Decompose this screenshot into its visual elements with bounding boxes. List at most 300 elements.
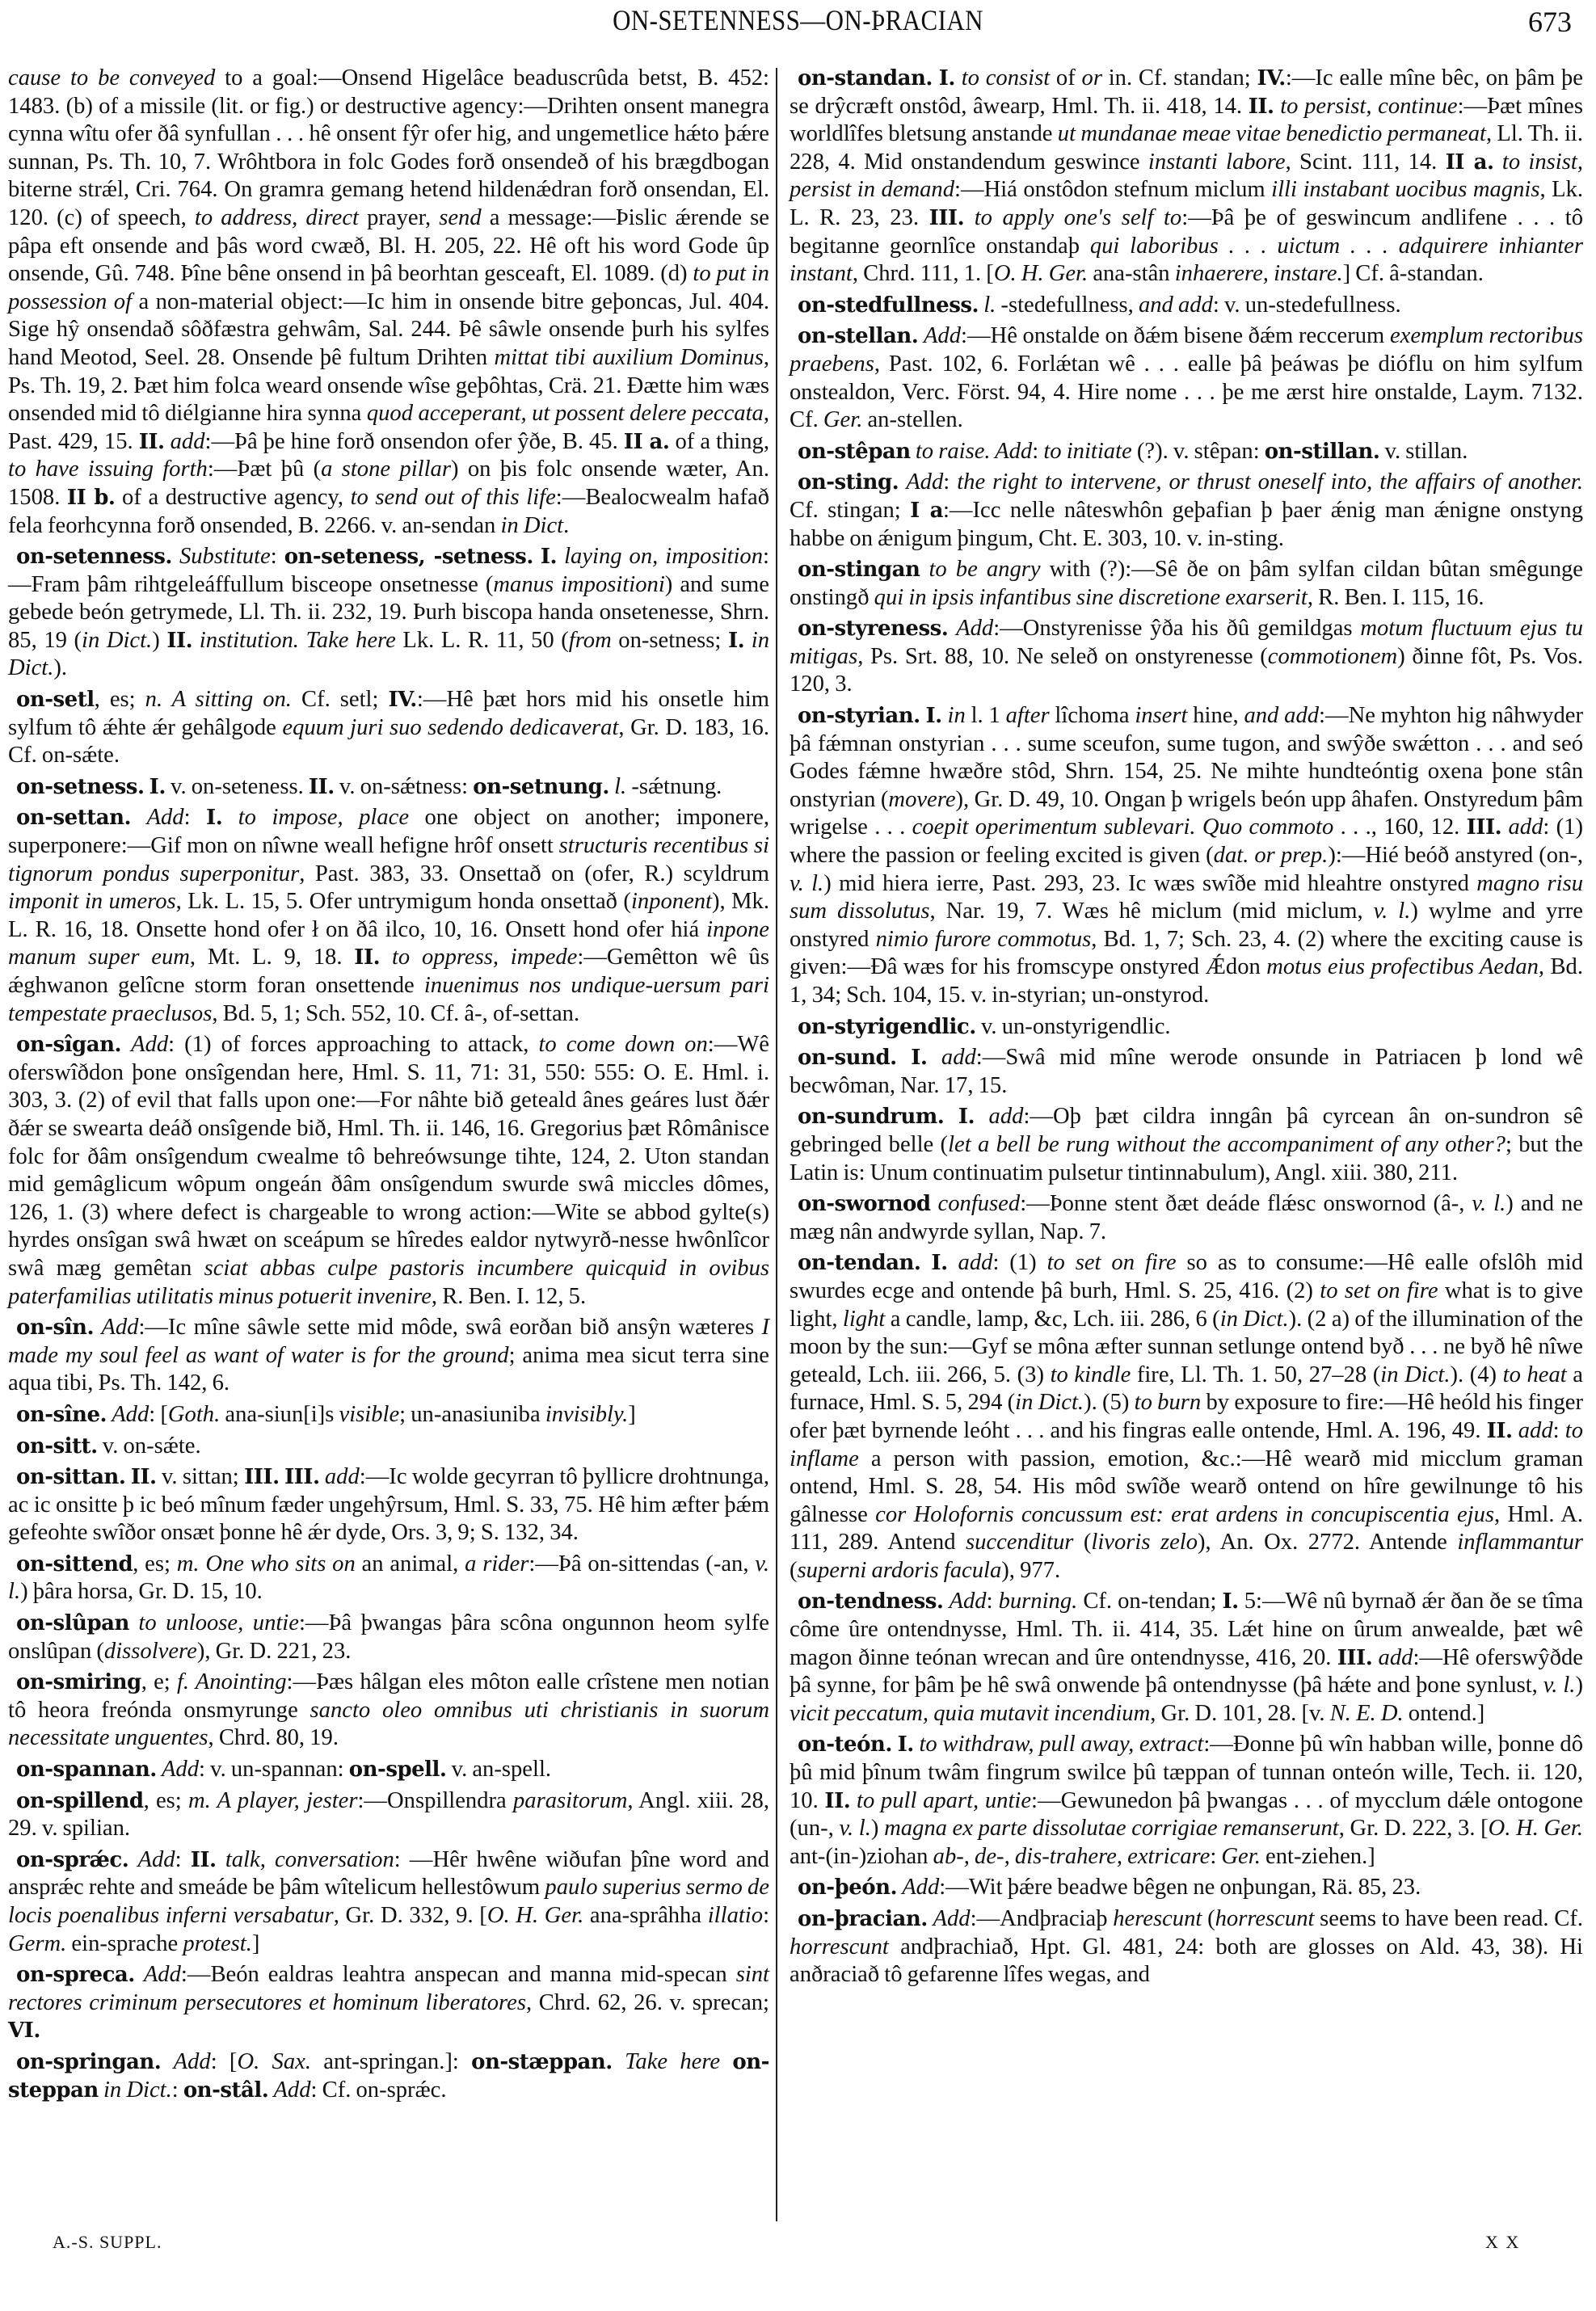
italic-gloss: or [1081,65,1102,91]
dictionary-entry [790,1731,1583,1871]
dictionary-entry [8,1846,769,1958]
italic-gloss: cause to be conveyed [8,65,216,91]
entry-text: :—Þæt þû ( [207,457,322,482]
italic-gloss: I made my soul feel as want of water is for the ground [8,1315,769,1368]
headword: I. [149,774,166,799]
entry-text: a person with passion, emotion, &c.:—Hê wearð mid micclum graman ontend, Hml. S. 28, 54. His môd swîðe wearð ontend on hîre gewilnunge tô his gâlnesse [790,1446,1583,1527]
headword: on-setl [16,688,95,713]
entry-text: : (1) where the passion or feeling excited is given ( [790,815,1583,869]
entry-text: : v. un-stedefullness. [1212,292,1401,318]
headword: on-swornod [798,1192,931,1217]
entry-text [135,1962,144,1987]
entry-text: , e; [141,1669,177,1695]
entry-text: ) þâra horsa, Gr. D. 15, 10. [20,1579,263,1605]
dictionary-entry [790,1103,1583,1187]
italic-gloss: Add [949,1589,987,1614]
entry-text: : [171,2077,183,2103]
entry-text: : (1) [992,1250,1047,1276]
italic-gloss: Substitute [179,544,271,570]
entry-text: , Gr. D. 222, 3. [ [1338,1816,1489,1842]
entry-text [948,616,956,641]
italic-gloss: to raise. Add [915,438,1033,464]
entry-text: : [270,544,284,570]
italic-gloss: to impose, place [238,805,410,831]
italic-gloss: imponit in umeros [8,889,176,915]
italic-gloss: to be angry [929,557,1041,583]
entry-text [892,1732,898,1757]
italic-gloss: let a bell be rung without the accompaniment of any other? [948,1131,1505,1157]
entry-text [129,1610,139,1635]
italic-gloss: to inflame [790,1417,1583,1471]
headword: on-setness. [16,774,145,799]
italic-gloss: to have issuing forth [8,457,208,482]
entry-text: , Chrd. 111, 1. [ [852,261,994,287]
headword: on-sittan. [16,1465,126,1490]
italic-gloss: Goth. [167,1401,221,1427]
dictionary-entry [790,1013,1583,1042]
entry-text [948,1250,958,1275]
entry-text: an-stellen. [862,407,963,433]
italic-gloss: Ger. [1221,1843,1261,1869]
italic-gloss: add [324,1464,360,1490]
headword: II. [130,1465,157,1490]
headword: on-sundrum. [798,1105,945,1130]
italic-gloss: Take here [625,2048,721,2074]
entry-text: : [1552,1417,1565,1443]
entry-text: ( [790,1557,798,1583]
italic-gloss: N. E. D. [1329,1700,1404,1726]
headword: on-springan. [16,2049,162,2074]
entry-text: , Lk. L. R. 23, 23. [790,177,1584,230]
entry-text: of a destructive agency, [115,484,351,510]
entry-text: :—Þâ þe hine forð onsendon ofer ŷðe, B. 45. [204,428,624,454]
entry-text: :—Bealocwealm hafað fela feorhcynna forð onsended, B. 2266. v. an-sendan [8,484,770,538]
entry-text: , Past. 102, 6. Forlǽtan wê . . . ealle þâ þeáwas þe dióflu on him sylfum onstealdon, Verc. Först. 94, 4. Hire nome . . . þe me ærst hire onstalde, Laym. 7132. Cf. [790,351,1583,433]
headword: on-sitt. [16,1433,98,1459]
entry-text: , Bd. 1, 7; Sch. 23, 4. (2) where the exciting cause is given:—Ðâ wæs for his fromscype onstyred Ǽdon [790,926,1583,980]
entry-text [897,1045,911,1070]
headword: on-spannan. [16,1757,157,1783]
dictionary-entry [8,1551,769,1606]
italic-gloss: confused [937,1191,1021,1217]
italic-gloss: coepit operimentum sublevari. Quo commoto [912,815,1334,840]
entry-text: one object on another; imponere, superponere:—Gif mon on nîwne weall hefigne hrôf onsett [8,805,769,859]
headword: on-tendness. [798,1589,944,1614]
entry-text [928,1906,933,1931]
entry-text: : [986,1589,999,1614]
entry-text: ). (2 a) of the illumination of the moon by the sun:—Gyf se môna æfter sunnan setlunge ontend byð . . . ne byð hê nîwe geteald, Lch. iii. 266, 5. (3) [790,1306,1583,1387]
italic-gloss: O. H. Ger. [1488,1816,1584,1842]
headword: on-sîn. [16,1315,95,1341]
italic-gloss: a rider [465,1551,529,1576]
italic-gloss: Add [956,616,994,642]
italic-gloss: laying on, imposition [564,544,764,570]
dictionary-entry [790,1249,1583,1585]
headword: on-standan. [798,66,933,91]
headword: II. [138,429,165,454]
entry-text: :—Hê oferswŷðde þâ synne, for þâm þe hê swâ onwende þâ ontendnysse (þâ hǽte and þone synlust, [790,1644,1583,1699]
headword: on-stêpan [798,439,911,464]
entry-text [380,945,392,970]
entry-text: ), 977. [1001,1557,1061,1583]
italic-gloss: Add [933,1906,971,1931]
entry-text: (?). v. stêpan: [1131,438,1265,464]
entry-text: ), Mk. L. R. 16, 18. Onsette hond ofer ł on ðâ ilco, 10, 16. Onsett hond ofer hiá [8,889,769,942]
headword: VI. [8,2018,40,2044]
headword: on-settan. [16,806,132,831]
entry-text: : [1032,438,1044,464]
headword: on-styreness. [798,617,949,642]
entry-text: v. an-spell. [446,1757,552,1783]
italic-gloss: to kindle [1050,1362,1131,1387]
entry-text [165,429,171,454]
italic-gloss: add [958,1250,993,1276]
entry-text: :—Onstyrenisse ŷða his ðû gemildgas [993,616,1361,642]
headword: on-stæppan. [471,2049,613,2074]
headword: II. [354,945,381,970]
headword: on-sîne. [16,1402,107,1427]
headword: I. [206,806,223,831]
entry-text: :—Þæt mînes worldlîfes bletsung anstande [790,93,1584,147]
headword: on-smiring [16,1670,141,1695]
entry-text [172,544,179,569]
dictionary-entry [790,469,1583,553]
italic-gloss: dissolvere [103,1638,197,1664]
entry-text: ontend.] [1403,1700,1485,1726]
entry-text: ] [628,1401,636,1427]
headword: on-stâl. [183,2077,269,2103]
headword: on-stellan. [798,324,919,349]
entry-text [557,544,564,569]
entry-text: : (1) of forces approaching to attack, [168,1032,539,1058]
headword: II. [166,628,193,653]
headword: I a [910,498,943,523]
italic-gloss: livoris zelo [1091,1530,1198,1555]
entry-text: : [1210,1843,1222,1869]
entry-text: on-setness; [611,627,728,653]
headword: on-sprǽc. [16,1847,129,1872]
entry-text [192,628,200,653]
italic-gloss: after [1005,703,1050,729]
headword: I. [727,628,745,653]
entry-text: , Hml. A. 111, 289. Antend [790,1501,1583,1555]
entry-text: , Past. 383, 33. Onsettað on (ofer, R.) scyldrum [299,861,769,886]
entry-text: :—Wê oferswîðdon þone onsîgendan here, Hml. S. 11, 71: 31, 550: 555: O. E. Hml. i. 303, 3. (2) of evil that falls upon one:—For nâhte bið geteald ânes geáres lust ðǽr ðǽr se swearta deáð onsîgende bið, Hml. Th. ii. 146, 16. Gregorius þæt Rômânisce folc for ðâm onsîgendum cwealme tô behreówsunge tihte, 124, 2. Uton standan mid gemâglicum wôpum ongeán ðâm onsîgendum swurde swâ miccles dômes, 126, 1. (3) where defect is chargeable to wrong action:—Wite se abbod gylte(s) hyrdes onsîgan swâ hwæt on sceápum se hîredes ealdor nytwyrð-nesse hwônlîcor swâ mæg gemêtan [8,1032,769,1281]
entry-text: : [943,469,958,495]
dictionary-entry [790,438,1583,466]
italic-gloss: Add [906,469,944,495]
entry-text: v. stillan. [1379,438,1468,464]
entry-text: ant-(in-)ziohan [790,1843,933,1869]
entry-text: ) and sume gebede beón getrymede, Ll. Th. ii. 232, 19. Þurh biscopa handa onsetenesse, Shrn. 85, 19 ( [8,571,769,653]
entry-text: by exposure to fire:—Hê heóld his finger ofer þæt byrnende leóht . . . and his fingras ealle ontende, Hml. A. 196, 49. [790,1390,1583,1443]
dictionary-entry [790,702,1583,1010]
entry-text: : [ [149,1401,168,1427]
entry-text [533,544,541,569]
entry-text: ) ðinne fôt, Ps. Vos. 120, 3. [790,643,1583,697]
headword: III. [929,205,965,230]
italic-gloss: inhaerere, instare. [1174,261,1343,287]
italic-gloss: qui laboribus . . . uictum . . . adquirere inhianter instant [790,233,1583,287]
entry-text: :—Þâ þe of geswincum andlifene . . . tô begitanne geornlîce onstandaþ [790,204,1583,259]
italic-gloss: manus impositioni [493,571,665,597]
headword: II a. [1445,149,1494,175]
entry-text [1494,149,1502,175]
italic-gloss: horrescunt [1215,1906,1315,1931]
italic-gloss: to withdraw, pull away, extract [919,1732,1204,1757]
entry-text: Lk. L. R. 11, 50 ( [395,627,569,653]
italic-gloss: in Dict. [8,627,769,681]
entry-text: ), Gr. D. 221, 23. [196,1638,352,1664]
italic-gloss: f. Anointing [176,1669,287,1695]
right-column [790,65,1583,1993]
entry-text: :—Þâ on-sittendas (-an, [528,1551,756,1576]
dictionary-entry [8,1433,769,1461]
entry-text: :—Ic ealle mîne bêc, on þâm þe se drŷcræft onstôd, âwearp, Hml. Th. ii. 418, 14. [790,65,1583,119]
headword: on-setnung. [473,774,609,799]
entry-text [942,703,948,728]
headword: II. [824,1788,851,1813]
entry-text: , es; [133,1551,177,1576]
dictionary-entry [790,322,1583,434]
dictionary-entry [8,65,769,540]
dictionary-entry [790,1588,1583,1728]
entry-text: Cf. stingan; [790,497,911,523]
entry-text [720,2049,732,2074]
dictionary-entry [8,543,769,683]
headword: on-stingan [798,558,920,583]
italic-gloss: horrescunt [790,1934,889,1960]
headword: on-stillan. [1264,439,1380,464]
headword: on-spreca. [16,1963,135,1988]
entry-text: to a goal:—Onsend Higelâce beaduscrûda betst, B. 452: 1483. (b) of a missile (lit. or fig.) or destructive agency:—Drihten onsent manegra cynna wîtu ofer ðâ synfullan . . . hê onsent fŷr ofer hig, and ungemetlice hǽto þǽre sunnan, Ps. Th. 10, 7. Wrôhtbora in folc Godes forð onsendeð of his brægdbogan biterne strǽl, Cri. 764. On gramra gemang hetend hildenǽdran forð onsendan, El. 120. (c) of speech, [8,65,769,230]
entry-text [128,1847,137,1872]
italic-gloss: herescunt [1113,1906,1202,1931]
entry-text [121,1032,131,1057]
entry-text: , Lk. L. 15, 5. Ofer untrymigum honda onsettað ( [175,889,631,915]
italic-gloss: paulo superius sermo de locis poenalibus inferni versabatur [8,1875,769,1928]
entry-text: ( [1073,1530,1092,1555]
entry-text: , Nar. 19, 7. Wæs hê miclum (mid miclum, [929,899,1374,924]
italic-gloss: add [1508,815,1543,840]
italic-gloss: illatio [707,1903,764,1928]
entry-text: ] Cf. â-standan. [1342,261,1484,287]
italic-gloss: protest. [183,1930,252,1956]
italic-gloss: Add [143,1962,181,1988]
dictionary-entry [8,2048,769,2104]
entry-text: : [ [210,2048,238,2074]
italic-gloss: v. l. [839,1816,871,1842]
entry-text [94,1315,101,1340]
entry-text: prayer, [359,204,440,230]
headword: III. [244,1465,280,1490]
italic-gloss: inponent [630,889,713,915]
italic-gloss: inuenimus nos undique-uersum pari tempestate praeclusos [8,973,769,1026]
dictionary-entry [8,1669,769,1753]
entry-text: ; anima mea sicut terra sine aqua tibi, Ps. Th. 142, 6. [8,1342,769,1396]
italic-gloss: parasitorum [512,1787,628,1813]
italic-gloss: insert [1135,703,1188,729]
headword: on-þracian. [798,1907,928,1931]
italic-gloss: in Dict [500,512,564,538]
headword: II a. [623,429,670,454]
headword: on-spell. [348,1757,447,1783]
entry-text: of a thing, [669,428,769,454]
entry-text: l. 1 [965,703,1006,729]
entry-text: ), Gr. D. 49, 10. Ongan þ wrigels beón upp âhafen. Onstyredum þâm wrigelse . . . [790,786,1583,840]
entry-text: :—Wit þǽre beadwe bêgen ne onþungan, Rä. 85, 23. [939,1875,1421,1901]
dictionary-entry [790,615,1583,699]
italic-gloss: burning. [998,1589,1078,1614]
entry-text: ent-ziehen.] [1260,1843,1375,1869]
entry-text: : [183,805,207,831]
entry-text: , Ps. Th. 19, 2. Þæt him folca weard onsende wîse geþôhtas, Crä. 21. Ðætte him wæs onsended mid tô diélgianne hira synna [8,344,770,427]
headword: on-steppan [8,2049,769,2103]
dictionary-entry [8,1787,769,1843]
headword: II. [1248,94,1274,119]
italic-gloss: in Dict. [82,627,153,653]
headword: on-tendan. [798,1251,921,1276]
italic-gloss: add [1518,1417,1553,1443]
entry-text: , Ll. Th. ii. 228, 4. Mid onstandendum geswince [790,121,1583,175]
headword: I. [958,1105,975,1130]
entry-text [222,805,238,830]
italic-gloss: exemplum rectoribus praebens [790,323,1583,377]
entry-text: ; un-anasiuniba [399,1401,545,1427]
entry-text: , R. Ben. I. 115, 16. [1307,584,1484,610]
entry-text: ana-stân [1088,261,1175,287]
entry-text: :—Oþ þæt cildra inngân þâ cyrcean ân on-sundron sê gebringed belle ( [790,1104,1583,1157]
entry-text: , Bd. 1, 34; Sch. 104, 15. v. in-styrian; un-onstyrod. [790,954,1583,1008]
entry-text: of [1050,65,1082,91]
entry-text: . [563,512,570,538]
italic-gloss: motus eius profectibus Aedan [1266,954,1539,980]
entry-text: :—Beón ealdras leahtra anspecan and manna mid-specan [180,1962,736,1988]
dictionary-entry [8,1756,769,1784]
entry-text [1513,1418,1518,1443]
italic-gloss: in [947,703,966,729]
entry-text: , Scint. 111, 14. [1285,149,1446,175]
entry-text: so as to consume:—Hê ealle ofslôh mid swurdes ecge and ontende þâ burh, Hml. S. 25, 416. (2) [790,1250,1583,1303]
italic-gloss: quod acceperant, ut possent delere peccata [366,401,764,427]
entry-text: seems to have been read. Cf. [1314,1906,1583,1931]
italic-gloss: succenditur [965,1530,1074,1555]
headword: I. [911,1046,928,1071]
italic-gloss: structuris recentibus si tignorum pondus superponitur [8,833,769,886]
headword: on-sting. [798,470,899,495]
entry-text: ) and ne mæg nân andwyrde syllan, Nap. 7. [790,1191,1583,1244]
italic-gloss: ab-, de-, dis-trahere, extricare [933,1843,1211,1869]
italic-gloss: to come down on [538,1032,708,1058]
italic-gloss: to set on fire [1046,1250,1177,1276]
italic-gloss: to send out of this life [350,484,556,510]
italic-gloss: light [842,1306,886,1332]
italic-gloss: in Dict. [1015,1390,1084,1416]
italic-gloss: Add [273,2077,311,2103]
italic-gloss: to insist, persist in demand [790,149,1583,203]
entry-text [131,805,146,830]
entry-text: :—Fram þâm rihtgeleáffullum bisceope onsetnesse ( [8,544,769,597]
headword: on-seteness, -setness. [284,545,533,570]
entry-text [613,2049,625,2074]
dictionary-entry [8,1610,769,1665]
entry-text [964,205,975,230]
headword: II. [190,1847,217,1872]
dictionary-entry [790,292,1583,320]
italic-gloss: superni ardoris facula [797,1557,1002,1583]
entry-text: v. un-onstyrigendlic. [975,1013,1171,1039]
entry-text: : [763,1903,770,1928]
entry-text: ) wylme and yrre onstyred [790,899,1583,952]
entry-text: , Bd. 5, 1; Sch. 552, 10. Cf. â-, of-settan. [212,1000,580,1026]
signature-mark-left: A.-S. SUPPL. [53,2232,162,2252]
italic-gloss: a stone pillar [321,457,451,482]
italic-gloss: in Dict. [1380,1362,1451,1387]
entry-text: ) on þis folc onsende wæter, An. 1508. [8,457,769,510]
italic-gloss: in Dict. [103,2077,172,2103]
dictionary-entry [790,1905,1583,1989]
italic-gloss: send [439,204,482,230]
italic-gloss: Add [146,805,184,831]
entry-text: , Gr. D. 183, 16. Cf. on-sǽte. [8,714,769,768]
entry-text: , R. Ben. I. 12, 5. [431,1283,587,1309]
entry-text: :—Onspillendra [357,1787,513,1813]
entry-text: ein-sprache [66,1930,183,1956]
entry-text: , Gr. D. 332, 9. [ [333,1903,487,1928]
headword: on-teón. [798,1732,892,1757]
italic-gloss: Add [173,2048,211,2074]
headword: I. [938,66,955,91]
entry-text: v. on-seteness. [165,773,309,799]
entry-text: ] [251,1930,260,1956]
entry-text [975,1104,989,1129]
entry-text: a non-material object:—Ic him in onsende bitre geþoncas, Jul. 404. Sige hŷ onsendað sôðfæstra gehwâm, Sal. 244. Þê sâwle onsende þurh his sylfes hand Meotod, Seel. 28. Onsende þê fultum Drihten [8,288,769,370]
entry-text: ). [53,655,68,681]
entry-text: : [175,1846,191,1872]
entry-text: ant-springan.]: [310,2048,472,2074]
headword: on-þeón. [798,1875,898,1901]
entry-text: ana-siun[i]s [220,1401,339,1427]
entry-text [850,1788,857,1813]
italic-gloss: ut mundanae meae vitae benedictio permaneat [1057,121,1486,147]
headword: on-styrigendlic. [798,1014,976,1039]
headword: on-setenness. [16,545,172,570]
italic-gloss: O. H. Ger. [486,1903,584,1928]
entry-text: , Mt. L. 9, 18. [189,945,355,970]
dictionary-entry [790,1190,1583,1246]
entry-text: ) [152,627,167,653]
italic-gloss: Add [902,1875,940,1901]
entry-text: lîchoma [1049,703,1135,729]
entry-text: :—Ne myhton hig nâhwyder þâ fǽmnan onstyrian . . . sume sceufon, sume tugon, and swŷðe swǽtton . . . and seó Godes fǽmne hwæðre stôd, Shrn. 154, 25. Ne mihte hundteóntig oxena þone stân onstyrian ( [790,703,1583,812]
italic-gloss: equum juri suo sedendo dedicaverat [282,714,619,740]
entry-text [744,628,752,653]
headword: on-sîgan. [16,1033,122,1058]
entry-text: . . ., 160, 12. [1333,815,1467,840]
italic-gloss: Ger. [823,407,863,433]
headword: II. [308,774,335,799]
headword: on-slûpan [16,1611,129,1636]
italic-gloss: to consist [961,65,1051,91]
dictionary-entry [8,1463,769,1547]
entry-text: :—Þæs hâlgan eles môton ealle crîstene men notian tô heora freónda onsmyrunge [8,1669,769,1723]
headword: III. [284,1465,320,1490]
page-number: 673 [1528,6,1572,38]
italic-gloss: to apply one's self to [974,204,1182,230]
italic-gloss: and add [1244,703,1320,729]
dictionary-entry [790,1044,1583,1100]
entry-text: :—Hê onstalde on ðǽm bisene ðǽm reccerum [961,323,1390,349]
